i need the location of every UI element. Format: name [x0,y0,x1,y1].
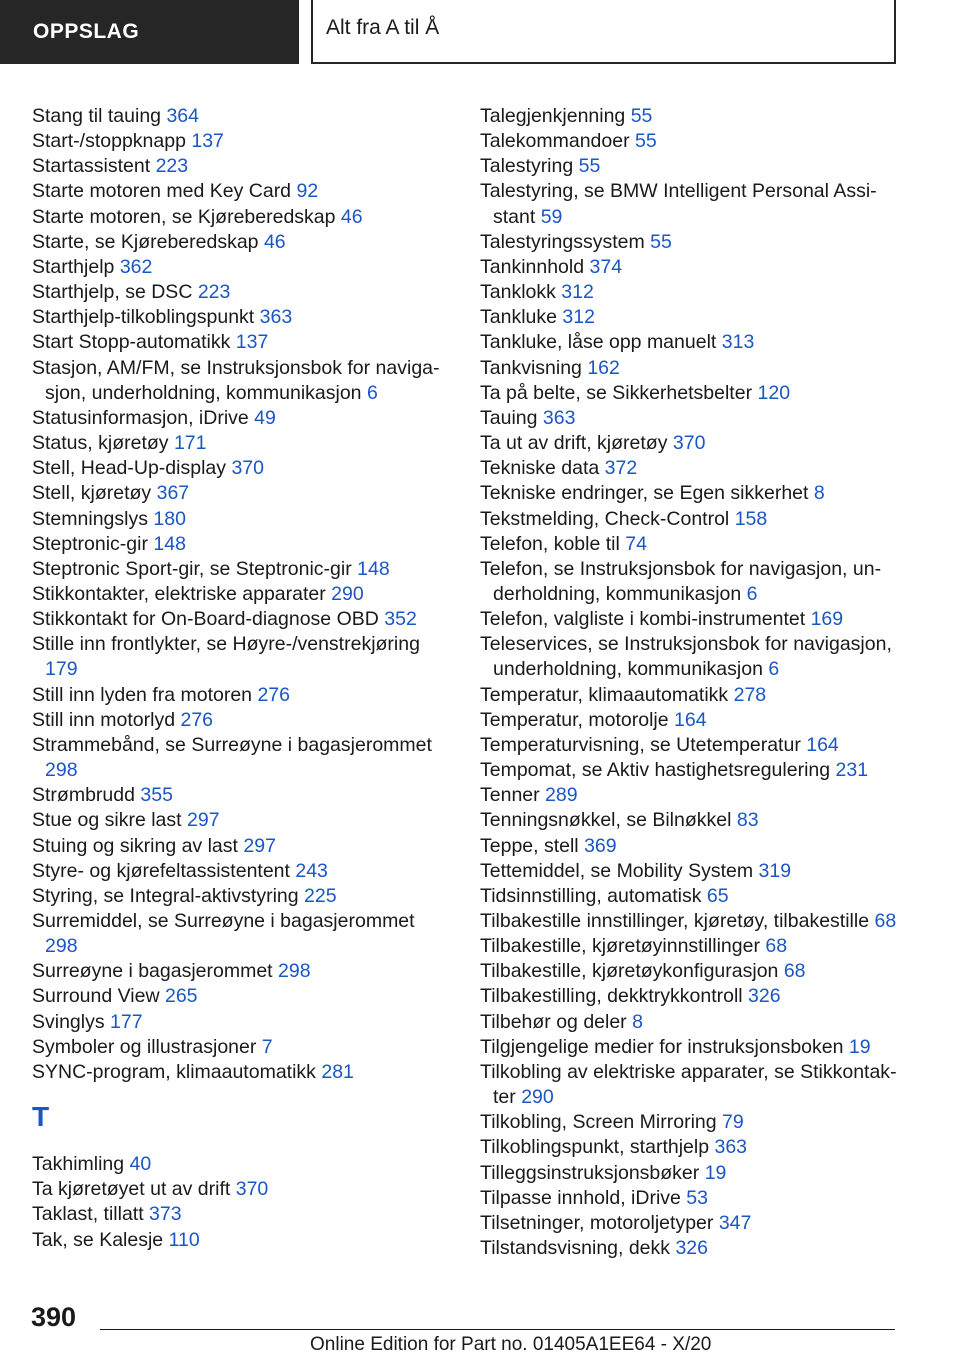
index-entry [480,1135,900,1160]
index-entry [480,230,900,255]
index-entry-text: Surremiddel, se Surreøyne i bagasjerommet [32,910,415,932]
index-entry-page-link[interactable]: 46 [263,230,286,253]
index-entry [32,984,452,1009]
index-entry [32,456,452,481]
index-entry-page-link[interactable]: 7 [261,1035,273,1058]
index-entry-text: Steptronic-gir [32,532,148,555]
index-entry-text: Tilbehør og deler [480,1010,627,1033]
index-entry-page-link[interactable]: 326 [748,985,781,1008]
index-entry [480,959,900,984]
index-entry-text: Starte, se Kjøreberedskap [32,230,259,253]
index-entry-page-link[interactable]: 65 [706,884,729,907]
index-entry-text: Taklast, tillatt [32,1203,144,1226]
index-entry-page-link[interactable]: 370 [672,432,706,455]
index-entry [480,129,900,154]
index-entry-text: Talestyring [480,155,574,178]
index-entry-text: Starthjelp-tilkoblingspunkt [32,306,255,329]
index-entry-page-link[interactable]: 6 [768,658,780,681]
index-entry-text: Starthjelp, se DSC [32,281,193,304]
index-entry-page-link[interactable]: 281 [321,1060,354,1083]
index-entry-text: Telefon, koble til [480,532,620,555]
index-entry [32,305,452,330]
index-entry-text: Tilgjengelige medier for instruksjonsboken [480,1035,844,1058]
index-entry-text: Stasjon, AM/FM, se Instruksjonsbok for navigasjon, underholdning, kommunikasjon [32,356,440,404]
index-entry [32,129,452,154]
index-entry-text: Teleservices, se Instruksjonsbok for navigasjon, underholdning, kommunikasjon [480,633,892,681]
index-entry [480,758,900,783]
index-entry [32,255,452,280]
index-entry-text: Starte motoren, se Kjøreberedskap [32,205,336,228]
index-entry-text: Stang til tauing [32,105,162,127]
index-entry [32,859,452,884]
index-entry-text: Takhimling [32,1153,125,1176]
index-column-right [480,104,900,1261]
index-entry-text: Tettemiddel, se Mobility System [480,859,754,882]
index-entry [32,1060,452,1085]
index-entry-text: Tilkobling, Screen Mirroring [480,1111,717,1134]
index-entry [32,708,452,733]
page-number: 390 [31,1302,77,1332]
index-entry [480,104,900,129]
index-entry-page-link[interactable]: 68 [765,935,788,958]
index-entry-text: Stell, kjøretøy [32,482,152,505]
index-entry-text: Status, kjøretøy [32,432,169,455]
index-entry [32,1202,452,1227]
index-entry-text: Starte motoren med Key Card [32,180,292,203]
index-entry [32,834,452,859]
index-entry [480,708,900,733]
index-entry-page-link[interactable]: 180 [153,507,186,530]
index-entry [32,733,452,783]
index-entry-page-link[interactable]: 243 [295,859,328,882]
index-entry [480,683,900,708]
index-entry-page-link[interactable]: 352 [384,608,417,631]
index-entry-page-link[interactable]: 319 [758,859,792,882]
index-entry [480,884,900,909]
index-entry-page-link[interactable]: 290 [331,582,364,605]
index-entry [480,1010,900,1035]
index-entry-page-link[interactable]: 265 [164,985,198,1008]
index-entry [32,280,452,305]
section-letter-heading: T [32,1101,50,1133]
index-entry-text: Tilkoblingspunkt, starthjelp [480,1136,710,1159]
index-entry-page-link[interactable]: 312 [562,306,595,329]
index-entry [32,632,452,682]
index-entry [32,808,452,833]
index-entry-text: Tenner [480,784,540,807]
index-entry-page-link[interactable]: 164 [806,733,839,756]
index-entry-page-link[interactable]: 363 [542,406,576,429]
section-label: OPPSLAG [33,20,140,43]
index-entry-text: Tilbakestilling, dekktrykkontroll [480,985,743,1008]
index-entry [32,507,452,532]
index-entry-text: Talestyring, se BMW Intelligent Personal Assistant [480,180,877,228]
index-entry-text: Styring, se Integral-aktivstyring [32,884,299,907]
index-entry-text: SYNC-program, klimaautomatikk [32,1060,316,1083]
index-entry-page-link[interactable]: 373 [149,1203,182,1226]
index-entry-page-link[interactable]: 374 [589,255,623,278]
index-entry-page-link[interactable]: 179 [45,658,78,681]
index-entry-text: Styre- og kjørefeltassistentent [32,859,290,882]
index-entry-page-link[interactable]: 290 [521,1086,554,1109]
index-entry [480,456,900,481]
index-entry-text: Talegjenkjenning [480,105,626,127]
index-entry [480,356,900,381]
index-entry [480,280,900,305]
index-entry [32,783,452,808]
index-entry-text: Strammebånd, se Surreøyne i bagasjerommet [32,733,432,756]
index-entry-text: Tidsinnstilling, automatisk [480,884,702,907]
index-entry [32,330,452,355]
index-entry-page-link[interactable]: 347 [718,1211,752,1234]
index-entry-page-link[interactable]: 158 [734,507,768,530]
index-entry [480,984,900,1009]
index-entry-page-link[interactable]: 148 [153,532,186,555]
index-entry-page-link[interactable]: 298 [45,935,78,958]
chapter-tab [311,0,896,64]
index-entry-page-link[interactable]: 289 [545,784,578,807]
index-entry-page-link[interactable]: 364 [166,105,199,127]
index-entry [480,783,900,808]
index-entry-text: Tilbakestille, kjøretøyinnstillinger [480,935,760,958]
index-entry-text: Tilbakestille, kjøretøykonfigurasjon [480,960,779,983]
index-entry [480,431,900,456]
index-entry [480,330,900,355]
index-entry [480,859,900,884]
index-entry [32,230,452,255]
index-entry-page-link[interactable]: 40 [129,1153,152,1176]
index-entry-page-link[interactable]: 137 [191,130,224,153]
index-entry-text: Tenningsnøkkel, se Bilnøkkel [480,809,732,832]
index-entry-text: Start Stopp-automatikk [32,331,231,354]
index-entry [480,507,900,532]
index-entry-page-link[interactable]: 49 [254,406,276,429]
index-entry-text: Stille inn frontlykter, se Høyre-/venstrekjøring [32,633,420,656]
index-entry [32,205,452,230]
index-entry-text: Tilsetninger, motoroljetyper [480,1211,714,1234]
index-entry-page-link[interactable]: 223 [155,155,189,178]
index-entry-page-link[interactable]: 297 [243,834,276,857]
index-entry-page-link[interactable]: 169 [810,608,844,631]
index-entry-page-link[interactable]: 53 [686,1186,708,1209]
index-entry-text: Statusinformasjon, iDrive [32,406,249,429]
index-entry-text: Tilleggsinstruksjonsbøker [480,1161,700,1184]
index-entry [480,1161,900,1186]
index-entry-page-link[interactable]: 298 [278,960,311,983]
index-entry-page-link[interactable]: 79 [722,1111,744,1134]
index-entry-text: Stuing og sikring av last [32,834,238,857]
index-entry-text: Stikkontakter, elektriske apparater [32,582,326,605]
index-entry-text: Starthjelp [32,255,115,278]
index-entry [480,532,900,557]
index-entry-text: Still inn lyden fra motoren [32,683,253,706]
index-entry-text: Telefon, se Instruksjonsbok for navigasjon, underholdning, kommunikasjon [480,557,882,605]
index-entry-text: Talekommandoer [480,130,630,153]
index-entry-text: Surreøyne i bagasjerommet [32,960,273,983]
index-entry-text: Tak, se Kalesje [32,1228,164,1251]
index-entry-page-link[interactable]: 92 [296,180,319,203]
index-entry-page-link[interactable]: 326 [675,1237,708,1260]
index-entry-text: Ta på belte, se Sikkerhetsbelter [480,381,753,404]
footer-divider [100,1329,895,1330]
index-entry-page-link[interactable]: 177 [110,1010,143,1033]
index-entry [32,683,452,708]
index-entry-page-link[interactable]: 363 [259,306,293,329]
index-entry [480,557,900,607]
index-entry-page-link[interactable]: 362 [119,255,153,278]
index-entry-page-link[interactable]: 312 [561,281,594,304]
index-entry [480,607,900,632]
index-entry-text: Tekniske data [480,457,600,480]
index-entry-page-link[interactable]: 8 [632,1010,643,1033]
index-entry-text: Svinglys [32,1010,105,1033]
index-entry-page-link[interactable]: 276 [180,708,214,731]
index-entry-text: Stell, Head-Up-display [32,457,227,480]
index-entry-page-link[interactable]: 74 [625,532,647,555]
index-entry-text: Stue og sikre last [32,809,182,832]
index-entry-text: Strømbrudd [32,784,135,807]
index-entry-page-link[interactable]: 148 [357,557,390,580]
index-entry-text: Tanklokk [480,281,556,304]
index-entry [480,1236,900,1261]
index-entry-page-link[interactable]: 231 [835,759,869,782]
index-entry [32,431,452,456]
index-entry [32,1152,452,1177]
footer-edition-text: Online Edition for Part no. 01405A1EE64 - X/20 [310,1334,712,1355]
index-entry-page-link[interactable]: 110 [168,1228,200,1251]
index-entry-text: Telefon, valgliste i kombi-instrumentet [480,608,806,631]
index-entry [32,104,452,129]
index-entry-page-link[interactable]: 120 [757,381,791,404]
index-entry-page-link[interactable]: 370 [235,1178,269,1201]
index-entry [480,1186,900,1211]
index-entry-text: Tilstandsvisning, dekk [480,1237,671,1260]
index-entry [480,934,900,959]
index-entry-page-link[interactable]: 55 [578,155,601,178]
index-entry-page-link[interactable]: 355 [140,784,173,807]
index-entry [480,406,900,431]
index-entry-text: Stemningslys [32,507,148,530]
index-entry-text: Tekniske endringer, se Egen sikkerhet [480,482,809,505]
index-entry [480,381,900,406]
index-entry-page-link[interactable]: 298 [45,759,78,782]
index-entry [480,808,900,833]
index-entry-page-link[interactable]: 19 [704,1161,727,1184]
index-entry-text: Tankinnhold [480,255,585,278]
index-entry [480,1035,900,1060]
index-entry-page-link[interactable]: 59 [540,205,563,228]
index-entry [32,557,452,582]
index-entry-page-link[interactable]: 83 [736,809,759,832]
index-entry [480,1110,900,1135]
index-entry [480,305,900,330]
index-entry [32,356,452,406]
index-entry [32,532,452,557]
section-tab [0,0,299,64]
index-entry-text: Startassistent [32,155,151,178]
index-entry [32,481,452,506]
index-entry-page-link[interactable]: 171 [173,432,207,455]
index-entry-text: Tekstmelding, Check-Control [480,507,730,530]
index-entry-text: Still inn motorlyd [32,708,176,731]
index-entry [32,884,452,909]
index-entry-text: Temperatur, klimaautomatikk [480,683,729,706]
index-entry [480,909,900,934]
index-entry-page-link[interactable]: 8 [813,482,825,505]
index-entry-text: Tankluke, låse opp manuelt [480,331,717,354]
index-entry-text: Tankvisning [480,356,582,379]
index-entry-page-link[interactable]: 6 [366,381,378,404]
index-entry [480,154,900,179]
index-entry [32,1228,452,1253]
index-entry-text: Tauing [480,406,538,429]
index-entry [480,481,900,506]
index-entry [480,1060,900,1110]
index-entry-text: Stikkontakt for On-Board-diagnose OBD [32,608,379,631]
index-entry-page-link[interactable]: 162 [587,356,620,379]
index-column-left [32,104,452,1253]
index-entry-page-link[interactable]: 19 [848,1035,871,1058]
index-entry-page-link[interactable]: 55 [635,130,657,153]
index-entry-text: Ta ut av drift, kjøretøy [480,432,668,455]
index-entry [32,154,452,179]
index-entry [480,733,900,758]
index-entry [32,1035,452,1060]
chapter-title: Alt fra A til Å [326,16,440,39]
index-entry [32,607,452,632]
index-entry-text: Ta kjøretøyet ut av drift [32,1178,231,1201]
index-entry [480,632,900,682]
index-entry-page-link[interactable]: 6 [746,582,758,605]
index-entry-page-link[interactable]: 370 [231,457,264,480]
index-entry-page-link[interactable]: 297 [187,809,220,832]
index-entry-text: Talestyringssystem [480,230,645,253]
index-entry [32,1010,452,1035]
index-entry-page-link[interactable]: 68 [783,960,806,983]
index-entry-page-link[interactable]: 55 [650,230,672,253]
index-entry-text: Tilpasse innhold, iDrive [480,1186,681,1209]
index-entry-page-link[interactable]: 46 [340,205,363,228]
index-entry-text: Tempomat, se Aktiv hastighetsregulering [480,759,831,782]
index-entry-page-link[interactable]: 276 [257,683,290,706]
index-entry-page-link[interactable]: 369 [584,834,617,857]
index-entry-text: Teppe, stell [480,834,579,857]
index-entry-text: Tilbakestille innstillinger, kjøretøy, tilbakestille [480,910,870,932]
index-entry [32,179,452,204]
index-entry-text: Temperaturvisning, se Utetemperatur [480,733,801,756]
index-entry [32,959,452,984]
index-entry [480,179,900,229]
index-entry-page-link[interactable]: 137 [235,331,269,354]
index-entry-text: Tilkobling av elektriske apparater, se Stikkontakter [480,1060,897,1109]
index-entry [32,909,452,959]
index-entry [32,1177,452,1202]
index-entry-text: Start-/stoppknapp [32,130,186,153]
index-entry-text: Temperatur, motorolje [480,708,669,731]
index-entry [32,582,452,607]
index-entry-text: Steptronic Sport-gir, se Steptronic-gir [32,557,352,580]
index-entry-page-link[interactable]: 55 [630,105,653,127]
index-entry-page-link[interactable]: 223 [197,281,231,304]
index-entry-page-link[interactable]: 367 [156,482,190,505]
index-entry-text: Tankluke [480,306,557,329]
index-entry-page-link[interactable]: 164 [674,708,707,731]
index-entry [480,1211,900,1236]
page-header [0,0,960,66]
index-entry-page-link[interactable]: 68 [874,910,897,932]
index-entry [32,406,452,431]
index-entry [480,834,900,859]
index-entry-page-link[interactable]: 372 [604,457,638,480]
index-entry-page-link[interactable]: 278 [733,683,767,706]
index-entry-page-link[interactable]: 363 [714,1136,748,1159]
index-entry-page-link[interactable]: 225 [304,884,337,907]
index-entry-page-link[interactable]: 313 [721,331,755,354]
index-entry-text: Surround View [32,985,160,1008]
index-entry-text: Symboler og illustrasjoner [32,1035,257,1058]
index-entry [480,255,900,280]
